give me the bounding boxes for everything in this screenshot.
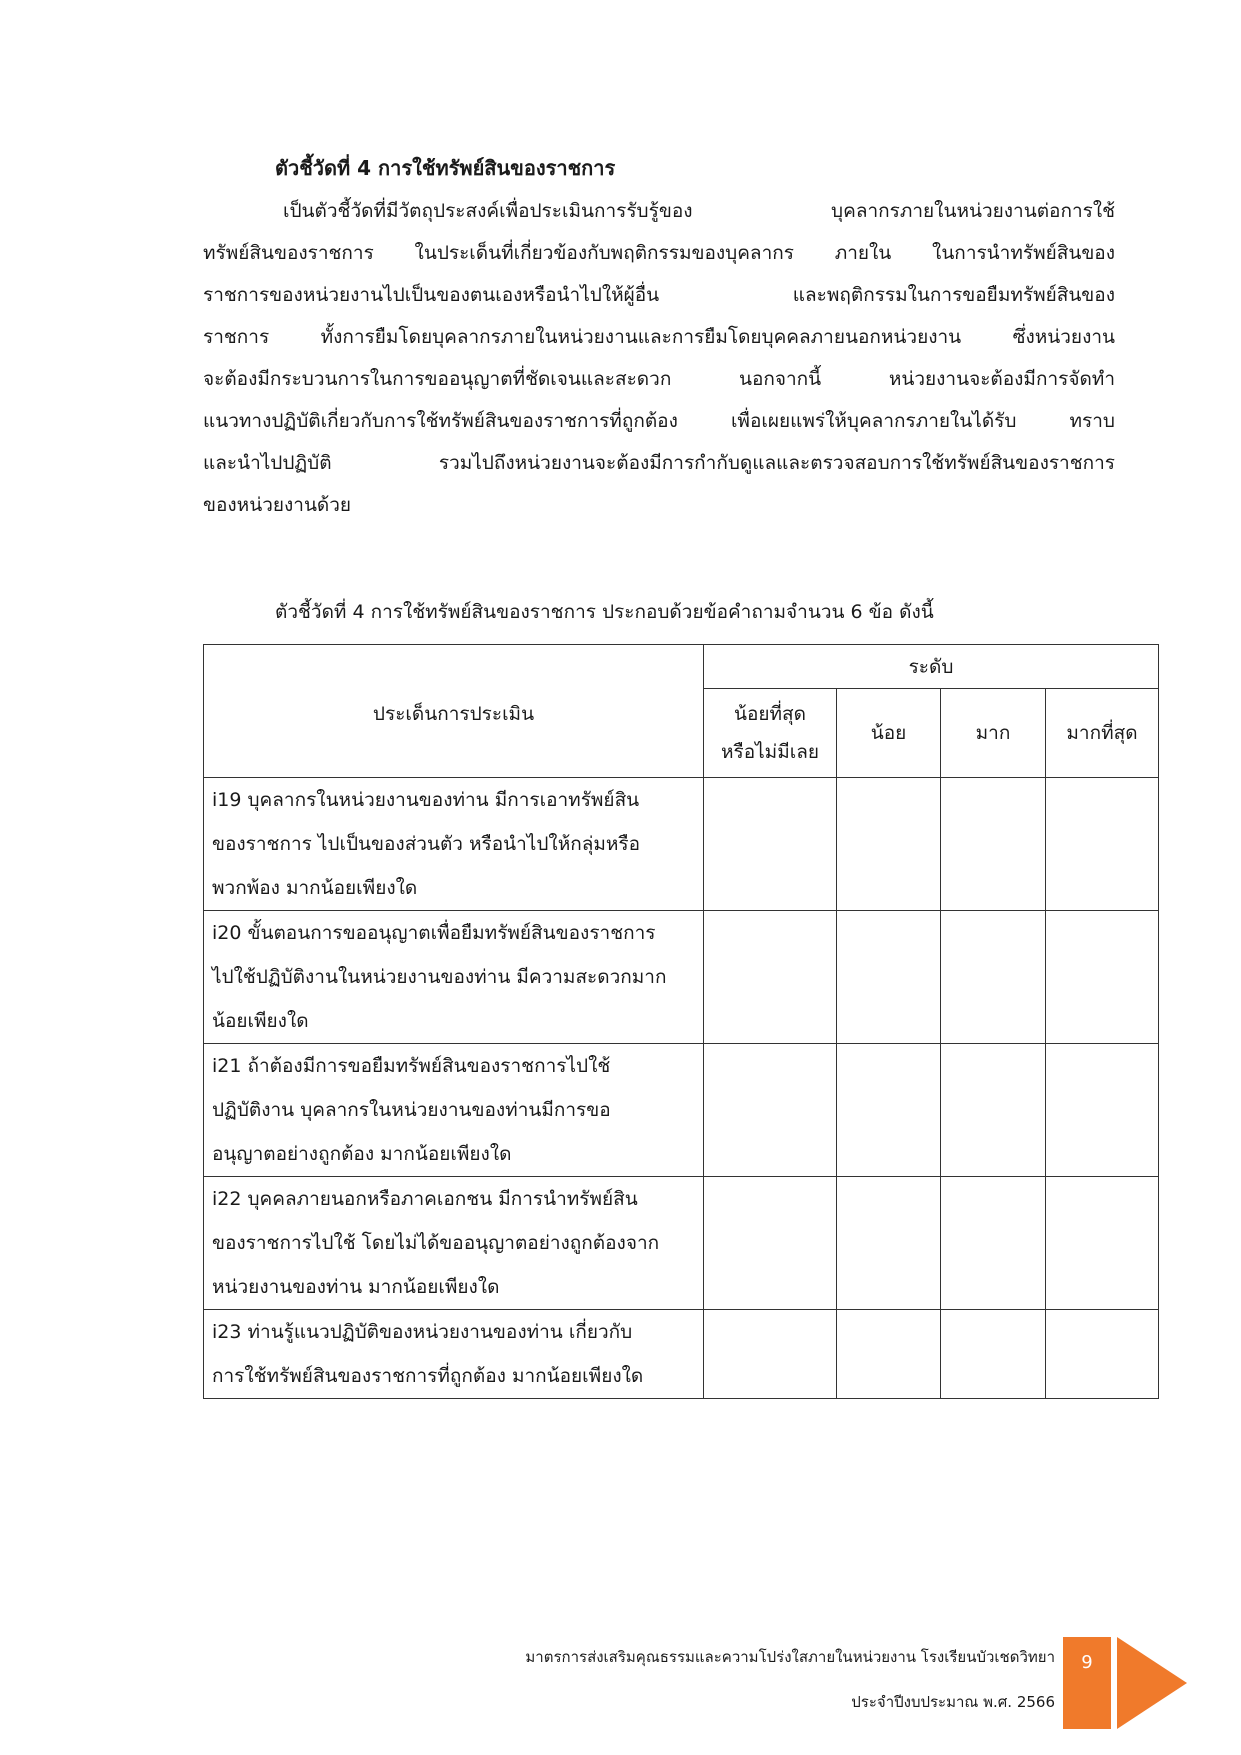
rating-cell[interactable] bbox=[837, 1310, 941, 1399]
rating-cell[interactable] bbox=[704, 1177, 837, 1310]
question-line: ของราชการไปใช้ โดยไม่ได้ขออนุญาตอย่างถูกต้องจาก bbox=[212, 1232, 660, 1254]
question-line: ปฏิบัติงาน บุคลากรในหน่วยงานของท่านมีการขอ bbox=[212, 1099, 611, 1121]
question-line: i19 บุคลากรในหน่วยงานของท่าน มีการเอาทรัพย์สิน bbox=[212, 789, 640, 811]
paragraph-line: จะต้องมีกระบวนการในการขออนุญาตที่ชัดเจนและสะดวก นอกจากนี้ หน่วยงานจะต้องมีการจัดทำ bbox=[203, 368, 1115, 390]
footer-fiscal-year: ประจำปีงบประมาณ พ.ศ. 2566 bbox=[851, 1693, 1055, 1711]
question-line: การใช้ทรัพย์สินของราชการที่ถูกต้อง มากน้อยเพียงใด bbox=[212, 1365, 644, 1387]
question-line: น้อยเพียงใด bbox=[212, 1010, 309, 1032]
question-line: พวกพ้อง มากน้อยเพียงใด bbox=[212, 877, 418, 899]
level-header: มากที่สุด bbox=[1046, 689, 1159, 778]
rating-cell[interactable] bbox=[941, 911, 1046, 1044]
rating-cell[interactable] bbox=[1046, 1044, 1159, 1177]
paragraph-line: ทรัพย์สินของราชการ ในประเด็นที่เกี่ยวข้องกับพฤติกรรมของบุคลากร ภายใน ในการนำทรัพย์สินของ bbox=[203, 242, 1115, 264]
paragraph-line: ราชการ ทั้งการยืมโดยบุคลากรภายในหน่วยงานและการยืมโดยบุคคลภายนอกหน่วยงาน ซึ่งหน่วยงาน bbox=[203, 326, 1115, 348]
rating-cell[interactable] bbox=[941, 1177, 1046, 1310]
rating-cell[interactable] bbox=[837, 778, 941, 911]
rating-cell[interactable] bbox=[941, 1310, 1046, 1399]
rating-cell[interactable] bbox=[1046, 1177, 1159, 1310]
rating-cell[interactable] bbox=[704, 778, 837, 911]
question-line: i22 บุคคลภายนอกหรือภาคเอกชน มีการนำทรัพย์สิน bbox=[212, 1188, 638, 1210]
table-row bbox=[204, 1310, 1159, 1399]
page-number: 9 bbox=[1063, 1637, 1111, 1729]
question-text bbox=[204, 1310, 704, 1399]
level-header: น้อย bbox=[837, 689, 941, 778]
question-line: อนุญาตอย่างถูกต้อง มากน้อยเพียงใด bbox=[212, 1143, 512, 1165]
paragraph-line: แนวทางปฏิบัติเกี่ยวกับการใช้ทรัพย์สินของราชการที่ถูกต้อง เพื่อเผยแพร่ให้บุคลากรภายในได้รับ ทราบ bbox=[203, 410, 1115, 432]
rating-cell[interactable] bbox=[941, 778, 1046, 911]
assessment-table bbox=[203, 644, 1159, 1399]
question-text bbox=[204, 1044, 704, 1177]
table-row bbox=[204, 1044, 1159, 1177]
footer-title: มาตรการส่งเสริมคุณธรรมและความโปร่งใสภายในหน่วยงาน โรงเรียนบัวเชดวิทยา bbox=[525, 1648, 1055, 1666]
question-text bbox=[204, 778, 704, 911]
question-line: i21 ถ้าต้องมีการขอยืมทรัพย์สินของราชการไปใช้ bbox=[212, 1055, 611, 1077]
question-line: i23 ท่านรู้แนวปฏิบัติของหน่วยงานของท่าน เกี่ยวกับ bbox=[212, 1321, 633, 1343]
question-text bbox=[204, 1177, 704, 1310]
indicator-heading: ตัวชี้วัดที่ 4 การใช้ทรัพย์สินของราชการ bbox=[275, 156, 616, 180]
rating-cell[interactable] bbox=[1046, 1310, 1159, 1399]
question-line: หน่วยงานของท่าน มากน้อยเพียงใด bbox=[212, 1276, 500, 1298]
rating-cell[interactable] bbox=[837, 911, 941, 1044]
level-header: มาก bbox=[941, 689, 1046, 778]
table-row bbox=[204, 778, 1159, 911]
question-line: ไปใช้ปฏิบัติงานในหน่วยงานของท่าน มีความสะดวกมาก bbox=[212, 966, 667, 988]
question-line: ของราชการ ไปเป็นของส่วนตัว หรือนำไปให้กลุ่มหรือ bbox=[212, 833, 641, 855]
paragraph-line: และนำไปปฏิบัติ รวมไปถึงหน่วยงานจะต้องมีการกำกับดูแลและตรวจสอบการใช้ทรัพย์สินของราชการ bbox=[203, 452, 1115, 474]
rating-cell[interactable] bbox=[704, 911, 837, 1044]
table-row bbox=[204, 1177, 1159, 1310]
rating-cell[interactable] bbox=[704, 1310, 837, 1399]
issue-column-header: ประเด็นการประเมิน bbox=[204, 645, 704, 778]
question-text bbox=[204, 911, 704, 1044]
paragraph-line: ของหน่วยงานด้วย bbox=[203, 494, 352, 516]
table-row bbox=[204, 911, 1159, 1044]
level-header: น้อยที่สุด หรือไม่มีเลย bbox=[704, 689, 837, 778]
table-caption: ตัวชี้วัดที่ 4 การใช้ทรัพย์สินของราชการ ประกอบด้วยข้อคำถามจำนวน 6 ข้อ ดังนี้ bbox=[275, 601, 934, 623]
level-column-header: ระดับ bbox=[704, 645, 1159, 689]
rating-cell[interactable] bbox=[837, 1177, 941, 1310]
indicator-description bbox=[203, 190, 1115, 526]
rating-cell[interactable] bbox=[1046, 778, 1159, 911]
rating-cell[interactable] bbox=[941, 1044, 1046, 1177]
paragraph-line: เป็นตัวชี้วัดที่มีวัตถุประสงค์เพื่อประเมินการรับรู้ของ บุคลากรภายในหน่วยงานต่อการใช้ bbox=[283, 200, 1115, 222]
next-arrow-icon bbox=[1117, 1637, 1187, 1729]
rating-cell[interactable] bbox=[704, 1044, 837, 1177]
rating-cell[interactable] bbox=[837, 1044, 941, 1177]
question-line: i20 ขั้นตอนการขออนุญาตเพื่อยืมทรัพย์สินของราชการ bbox=[212, 922, 656, 944]
paragraph-line: ราชการของหน่วยงานไปเป็นของตนเองหรือนำไปให้ผู้อื่น และพฤติกรรมในการขอยืมทรัพย์สินของ bbox=[203, 284, 1115, 306]
rating-cell[interactable] bbox=[1046, 911, 1159, 1044]
